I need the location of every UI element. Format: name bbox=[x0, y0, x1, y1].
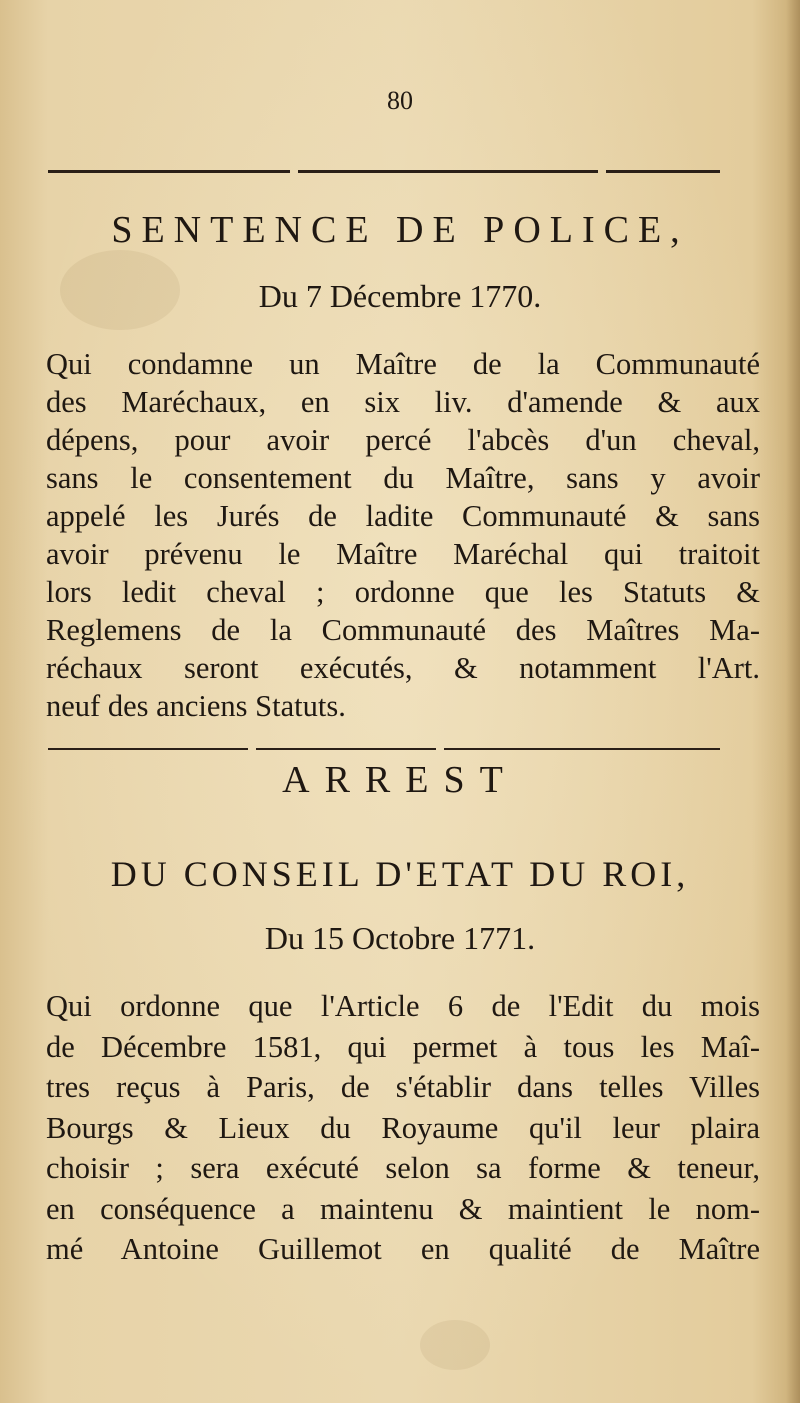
text-line: dépens, pour avoir percé l'abcès d'un cheval, bbox=[46, 423, 760, 457]
section-divider bbox=[444, 748, 720, 750]
text-line: avoir prévenu le Maître Maréchal qui traitoit bbox=[46, 537, 760, 571]
section-divider bbox=[48, 748, 248, 750]
section-divider bbox=[298, 170, 598, 173]
section-title: ARREST bbox=[282, 759, 518, 801]
arrest-paragraph bbox=[46, 986, 760, 1270]
text-line: Qui condamne un Maître de la Communauté bbox=[46, 347, 760, 381]
text-line: en conséquence a maintenu & maintient le nom- bbox=[46, 1191, 760, 1226]
section-subtitle: DU CONSEIL D'ETAT DU ROI, bbox=[110, 854, 690, 894]
paper-stain bbox=[420, 1320, 490, 1370]
text-line: mé Antoine Guillemot en qualité de Maître bbox=[46, 1232, 760, 1266]
section-date: Du 7 Décembre 1770. bbox=[258, 278, 542, 314]
text-line: appelé les Jurés de ladite Communauté & sans bbox=[46, 499, 760, 533]
text-line: réchaux seront exécutés, & notamment l'Art. bbox=[46, 651, 760, 685]
section-divider bbox=[48, 170, 290, 173]
text-line: Reglemens de la Communauté des Maîtres Ma- bbox=[46, 613, 760, 647]
page-number: 80 bbox=[387, 86, 413, 115]
section-divider bbox=[606, 170, 720, 173]
section-date: Du 15 Octobre 1771. bbox=[264, 920, 536, 956]
text-line: de Décembre 1581, qui permet à tous les Maî- bbox=[46, 1029, 760, 1064]
text-line: Qui ordonne que l'Article 6 de l'Edit du mois bbox=[46, 989, 760, 1023]
text-line: neuf des anciens Statuts. bbox=[46, 689, 346, 723]
section-title: SENTENCE DE POLICE, bbox=[111, 209, 689, 251]
text-line: Bourgs & Lieux du Royaume qu'il leur plaira bbox=[46, 1110, 760, 1145]
section-divider bbox=[256, 748, 436, 750]
text-line: des Maréchaux, en six liv. d'amende & aux bbox=[46, 385, 760, 419]
text-line: choisir ; sera exécuté selon sa forme & teneur, bbox=[46, 1151, 760, 1185]
text-line: sans le consentement du Maître, sans y avoir bbox=[46, 461, 760, 495]
text-line: tres reçus à Paris, de s'établir dans telles Villes bbox=[46, 1070, 760, 1104]
text-line: lors ledit cheval ; ordonne que les Statuts & bbox=[46, 575, 760, 609]
sentence-paragraph bbox=[46, 345, 760, 725]
